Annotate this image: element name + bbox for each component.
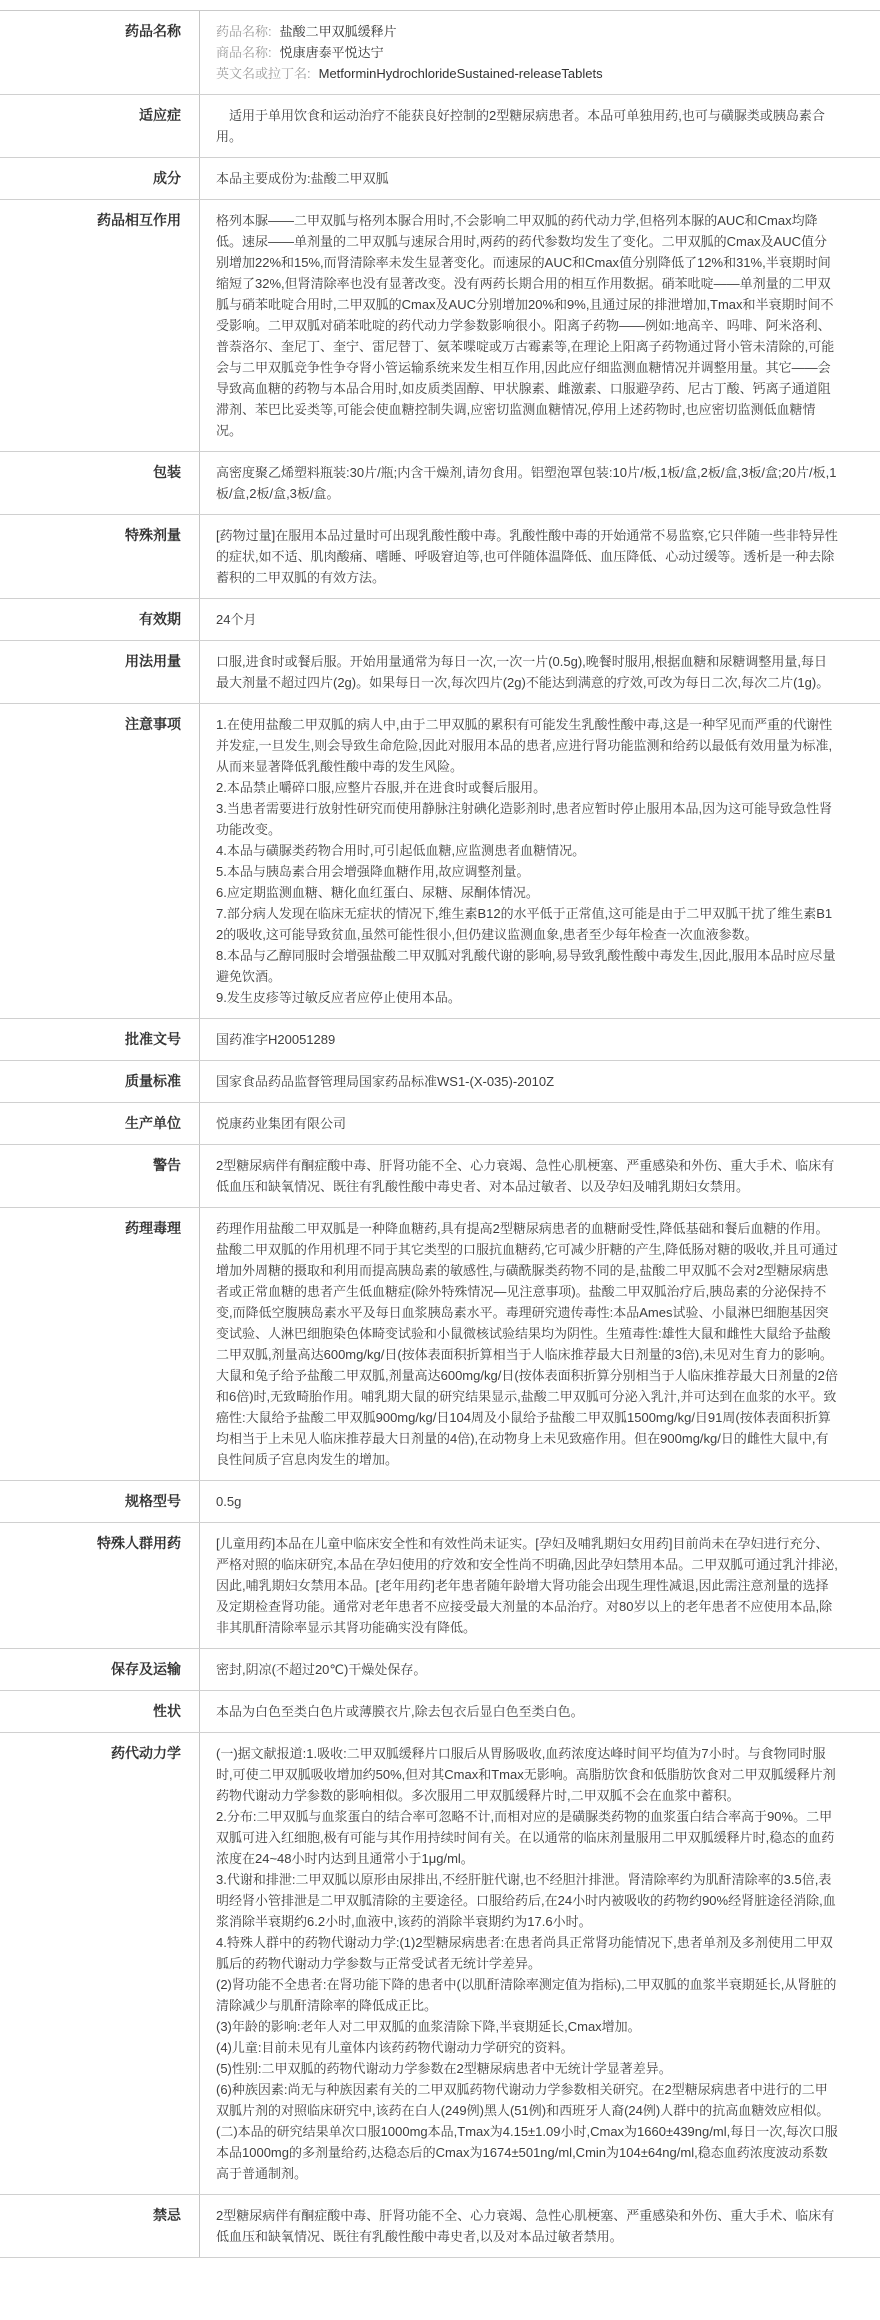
table-row-dosage-administration: [0, 641, 880, 704]
row-label-drug-name: 药品名称: [0, 11, 200, 94]
row-content-precautions: [200, 704, 880, 1018]
paragraph: 2.分布:二甲双胍与血浆蛋白的结合率可忽略不计,而相对应的是磺脲类药物的血浆蛋白结合率高于90%。二甲双胍可进入红细胞,极有可能与其作用持续时间有关。在以通常的临床剂量服用二甲双胍缓释片时,稳态的血药浓度在24~48小时内达到且通常小于1μg/ml。: [216, 1809, 835, 1866]
paragraph: [儿童用药]本品在儿童中临床安全性和有效性尚未证实。[孕妇及哺乳期妇女用药]目前尚未在孕妇进行充分、严格对照的临床研究,本品在孕妇使用的疗效和安全性尚不明确,因此孕妇禁用本品。二甲双胍可通过乳汁排泌,因此,哺乳期妇女禁用本品。[老年用药]老年患者随年龄增大肾功能会出现生理性减退,因此需注意剂量的选择及定期检查肾功能。通常对老年患者不应接受最大剂量的本品治疗。对80岁以上的老年患者不应使用本品,除非其肌酐清除率显示其肾功能确实没有降低。: [216, 1536, 838, 1635]
field-value: MetforminHydrochlorideSustained-releaseTablets: [318, 66, 603, 81]
paragraph: 国家食品药品监督管理局国家药品标准WS1-(X-035)-2010Z: [216, 1074, 555, 1089]
paragraph: 悦康药业集团有限公司: [216, 1116, 347, 1131]
row-label-drug-interactions: 药品相互作用: [0, 200, 200, 451]
table-row-storage-transport: [0, 1649, 880, 1691]
row-content-quality-standard: [200, 1061, 880, 1102]
paragraph: 本品为白色至类白色片或薄膜衣片,除去包衣后显白色至类白色。: [216, 1704, 584, 1719]
row-content-approval-number: [200, 1019, 880, 1060]
paragraph: 4.特殊人群中的药物代谢动力学:(1)2型糖尿病患者:在患者尚具正常肾功能情况下,患者单剂及多剂使用二甲双胍后的药物代谢动力学参数与正常受试者无统计学差异。: [216, 1935, 833, 1971]
row-label-packaging: 包装: [0, 452, 200, 514]
paragraph: [药物过量]在服用本品过量时可出现乳酸性酸中毒。乳酸性酸中毒的开始通常不易监察,它只伴随一些非特异性的症状,如不适、肌肉酸痛、嗜睡、呼吸窘迫等,也可伴随体温降低、血压降低、心动过缓等。透析是一种去除蓄积的二甲双胍的有效方法。: [216, 528, 838, 585]
row-content-shelf-life: [200, 599, 880, 640]
row-label-specification: 规格型号: [0, 1481, 200, 1522]
field-line: [216, 21, 838, 42]
table-row-shelf-life: [0, 599, 880, 641]
table-row-pharmacology-toxicology: [0, 1208, 880, 1481]
paragraph: (3)年龄的影响:老年人对二甲双胍的血浆清除下降,半衰期延长,Cmax增加。: [216, 2019, 641, 2034]
paragraph: 9.发生皮疹等过敏反应者应停止使用本品。: [216, 990, 461, 1005]
table-row-drug-interactions: [0, 200, 880, 452]
row-content-drug-name: [200, 11, 880, 94]
row-label-composition: 成分: [0, 158, 200, 199]
row-content-warning: [200, 1145, 880, 1207]
field-value: 盐酸二甲双胍缓释片: [279, 24, 397, 39]
paragraph: 本品主要成份为:盐酸二甲双胍: [216, 171, 389, 186]
paragraph: 6.应定期监测血糖、糖化血红蛋白、尿糖、尿酮体情况。: [216, 885, 539, 900]
table-row-special-populations: [0, 1523, 880, 1649]
row-content-description: [200, 1691, 880, 1732]
paragraph: (5)性别:二甲双胍的药物代谢动力学参数在2型糖尿病患者中无统计学显著差异。: [216, 2061, 672, 2076]
table-row-indications: [0, 95, 880, 158]
paragraph: 适用于单用饮食和运动治疗不能获良好控制的2型糖尿病患者。本品可单独用药,也可与磺脲类或胰岛素合用。: [216, 108, 825, 144]
paragraph: 1.在使用盐酸二甲双胍的病人中,由于二甲双胍的累积有可能发生乳酸性酸中毒,这是一种罕见而严重的代谢性并发症,一旦发生,则会导致生命危险,因此对服用本品的患者,应进行肾功能监测和给药以最低有效用量为标准,从而来显著降低乳酸性酸中毒的发生风险。: [216, 717, 833, 774]
paragraph: 0.5g: [216, 1494, 242, 1509]
paragraph: 2.本品禁止嚼碎口服,应整片吞服,并在进食时或餐后服用。: [216, 780, 547, 795]
row-label-special-populations: 特殊人群用药: [0, 1523, 200, 1648]
row-content-special-dosage: [200, 515, 880, 598]
table-row-pharmacokinetics: [0, 1733, 880, 2195]
table-row-precautions: [0, 704, 880, 1019]
row-content-dosage-administration: [200, 641, 880, 703]
paragraph: (2)肾功能不全患者:在肾功能下降的患者中(以肌酐清除率测定值为指标),二甲双胍的血浆半衰期延长,从肾脏的清除减少与肌酐清除率的降低成正比。: [216, 1977, 837, 2013]
row-content-pharmacokinetics: [200, 1733, 880, 2194]
row-content-indications: [200, 95, 880, 157]
row-content-packaging: [200, 452, 880, 514]
row-label-contraindications: 禁忌: [0, 2195, 200, 2257]
field-name: 英文名或拉丁名:: [216, 66, 311, 81]
table-row-special-dosage: [0, 515, 880, 599]
paragraph: 格列本脲——二甲双胍与格列本脲合用时,不会影响二甲双胍的药代动力学,但格列本脲的AUC和Cmax均降低。速尿——单剂量的二甲双胍与速尿合用时,两药的药代参数均发生了变化。二甲双胍的Cmax及AUC值分别增加22%和15%,而肾清除率未发生显著变化。而速尿的AUC和Cmax值分别降低了12%和31%,半衰期时间缩短了32%,但肾清除率也没有显著改变。没有两药长期合用的相互作用数据。硝苯吡啶——单剂量的二甲双胍与硝苯吡啶合用时,二甲双胍的Cmax及AUC分别增加20%和9%,且通过尿的排泄增加,Tmax和半衰期时间不受影响。二甲双胍对硝苯吡啶的药代动力学参数影响很小。阳离子药物——例如:地高辛、吗啡、阿米洛利、普萘洛尔、奎尼丁、奎宁、雷尼替丁、氨苯喋啶或万古霉素等,在理论上阳离子药物通过肾小管未清除的,可能会与二甲双胍竞争性争夺肾小管运输系统来发生相互作用,因此应仔细监测血糖情况并调整用量。其它——会导致高血糖的药物与本品合用时,如皮质类固醇、甲状腺素、雌激素、口服避孕药、尼古丁酸、钙离子通道阻滞剂、苯巴比妥类等,可能会使血糖控制失调,应密切监测血糖情况,停用上述药物时,也应密切监测低血糖情况。: [216, 213, 835, 438]
table-row-composition: [0, 158, 880, 200]
row-content-composition: [200, 158, 880, 199]
row-label-warning: 警告: [0, 1145, 200, 1207]
row-content-contraindications: [200, 2195, 880, 2257]
drug-info-table: [0, 10, 880, 2258]
row-content-storage-transport: [200, 1649, 880, 1690]
field-line: [216, 63, 838, 84]
row-content-manufacturer: [200, 1103, 880, 1144]
row-label-storage-transport: 保存及运输: [0, 1649, 200, 1690]
paragraph: 8.本品与乙醇同服时会增强盐酸二甲双胍对乳酸代谢的影响,易导致乳酸性酸中毒发生,因此,服用本品时应尽量避免饮酒。: [216, 948, 836, 984]
paragraph: 口服,进食时或餐后服。开始用量通常为每日一次,一次一片(0.5g),晚餐时服用,根据血糖和尿糖调整用量,每日最大剂量不超过四片(2g)。如果每日一次,每次四片(2g)不能达到满意的疗效,可改为每日二次,每次二片(1g)。: [216, 654, 830, 690]
table-row-manufacturer: [0, 1103, 880, 1145]
paragraph: 2型糖尿病伴有酮症酸中毒、肝肾功能不全、心力衰竭、急性心肌梗塞、严重感染和外伤、重大手术、临床有低血压和缺氧情况、既往有乳酸性酸中毒史者、对本品过敏者、以及孕妇及哺乳期妇女禁用。: [216, 1158, 835, 1194]
row-label-manufacturer: 生产单位: [0, 1103, 200, 1144]
paragraph: 4.本品与磺脲类药物合用时,可引起低血糖,应监测患者血糖情况。: [216, 843, 586, 858]
row-label-quality-standard: 质量标准: [0, 1061, 200, 1102]
row-label-pharmacology-toxicology: 药理毒理: [0, 1208, 200, 1480]
row-label-description: 性状: [0, 1691, 200, 1732]
paragraph: 2型糖尿病伴有酮症酸中毒、肝肾功能不全、心力衰竭、急性心肌梗塞、严重感染和外伤、重大手术、临床有低血压和缺氧情况、既往有乳酸性酸中毒史者,以及对本品过敏者禁用。: [216, 2208, 835, 2244]
table-row-warning: [0, 1145, 880, 1208]
row-label-shelf-life: 有效期: [0, 599, 200, 640]
field-name: 药品名称:: [216, 24, 272, 39]
table-row-description: [0, 1691, 880, 1733]
field-value: 悦康唐泰平悦达宁: [279, 45, 384, 60]
field-line: [216, 42, 838, 63]
row-label-pharmacokinetics: 药代动力学: [0, 1733, 200, 2194]
row-label-indications: 适应症: [0, 95, 200, 157]
table-row-approval-number: [0, 1019, 880, 1061]
row-label-special-dosage: 特殊剂量: [0, 515, 200, 598]
paragraph: 高密度聚乙烯塑料瓶装:30片/瓶;内含干燥剂,请勿食用。铝塑泡罩包装:10片/板,1板/盒,2板/盒,3板/盒;20片/板,1板/盒,2板/盒,3板/盒。: [216, 465, 837, 501]
paragraph: 7.部分病人发现在临床无症状的情况下,维生素B12的水平低于正常值,这可能是由于二甲双胍干扰了维生素B12的吸收,这可能导致贫血,虽然可能性很小,但仍建议监测血象,患者至少每年检查一次血液参数。: [216, 906, 833, 942]
paragraph: 24个月: [216, 612, 257, 627]
row-content-special-populations: [200, 1523, 880, 1648]
row-label-dosage-administration: 用法用量: [0, 641, 200, 703]
paragraph: (4)儿童:目前未见有儿童体内该药药物代谢动力学研究的资料。: [216, 2040, 574, 2055]
paragraph: (一)据文献报道:1.吸收:二甲双胍缓释片口服后从胃肠吸收,血药浓度达峰时间平均值为7小时。与食物同时服时,可使二甲双胍吸收增加约50%,但对其Cmax和Tmax无影响。高脂肪饮食和低脂肪饮食对二甲双胍缓释片剂药物代谢动力学参数的影响相似。多次服用二甲双胍缓释片时,二甲双胍不会在血浆中蓄积。: [216, 1746, 836, 1803]
paragraph: 国药准字H20051289: [216, 1032, 336, 1047]
paragraph: 密封,阴凉(不超过20℃)干燥处保存。: [216, 1662, 427, 1677]
row-label-approval-number: 批准文号: [0, 1019, 200, 1060]
table-row-quality-standard: [0, 1061, 880, 1103]
paragraph: (6)种族因素:尚无与种族因素有关的二甲双胍药物代谢动力学参数相关研究。在2型糖尿病患者中进行的二甲双胍片剂的对照临床研究中,该药在白人(249例)黑人(51例)和西班牙人裔(24例)人群中的抗高血糖效应相似。(二)本品的研究结果单次口服1000mg本品,Tmax为4.15±1.09小时,Cmax为1660±439ng/ml,每日一次,每次口服本品1000mg的多剂量给药,达稳态后的Cmax为1674±501ng/ml,Cmin为104±64ng/ml,稳态血药浓度波动系数高于普通制剂。: [216, 2082, 838, 2181]
table-row-drug-name: [0, 11, 880, 95]
table-row-contraindications: [0, 2195, 880, 2258]
field-name: 商品名称:: [216, 45, 272, 60]
row-content-specification: [200, 1481, 880, 1522]
row-content-drug-interactions: [200, 200, 880, 451]
table-row-packaging: [0, 452, 880, 515]
paragraph: 5.本品与胰岛素合用会增强降血糖作用,故应调整剂量。: [216, 864, 530, 879]
table-row-specification: [0, 1481, 880, 1523]
paragraph: 3.代谢和排泄:二甲双胍以原形由尿排出,不经肝脏代谢,也不经胆汁排泄。肾清除率约为肌酐清除率的3.5倍,表明经肾小管排泄是二甲双胍清除的主要途径。口服给药后,在24小时内被吸收的药物约90%经肾脏途径消除,血浆消除半衰期约6.2小时,血液中,该药的消除半衰期约为17.6小时。: [216, 1872, 836, 1929]
paragraph: 药理作用盐酸二甲双胍是一种降血糖药,具有提高2型糖尿病患者的血糖耐受性,降低基础和餐后血糖的作用。盐酸二甲双胍的作用机理不同于其它类型的口服抗血糖药,它可减少肝糖的产生,降低肠对糖的吸收,并且可通过增加外周糖的摄取和利用而提高胰岛素的敏感性,与磺酰脲类药物不同的是,盐酸二甲双胍不会对2型糖尿病患者或正常血糖的患者产生低血糖症(除外特殊情况—见注意事项)。盐酸二甲双胍治疗后,胰岛素的分泌保持不变,而降低空腹胰岛素水平及每日血浆胰岛素水平。毒理研究遗传毒性:本品Ames试验、小鼠淋巴细胞基因突变试验、人淋巴细胞染色体畸变试验和小鼠微核试验结果均为阴性。生殖毒性:雄性大鼠和雌性大鼠给予盐酸二甲双胍,剂量高达600mg/kg/日(按体表面积折算相当于人临床推荐最大日剂量的3倍),未见对生育力的影响。大鼠和兔子给予盐酸二甲双胍,剂量高达600mg/kg/日(按体表面积折算分别相当于人临床推荐最大日剂量的2倍和6倍)时,无致畸胎作用。哺乳期大鼠的研究结果显示,盐酸二甲双胍可分泌入乳汁,并可达到在血浆的水平。致癌性:大鼠给予盐酸二甲双胍900mg/kg/日104周及小鼠给予盐酸二甲双胍1500mg/kg/日91周(按体表面积折算均相当于上未见人临床推荐最大日剂量的4倍),在动物身上未见致癌作用。但在900mg/kg/日的雌性大鼠中,有良性间质子宫息肉发生的增加。: [216, 1221, 838, 1467]
row-content-pharmacology-toxicology: [200, 1208, 880, 1480]
row-label-precautions: 注意事项: [0, 704, 200, 1018]
paragraph: 3.当患者需要进行放射性研究而使用静脉注射碘化造影剂时,患者应暂时停止服用本品,因为这可能导致急性肾功能改变。: [216, 801, 833, 837]
